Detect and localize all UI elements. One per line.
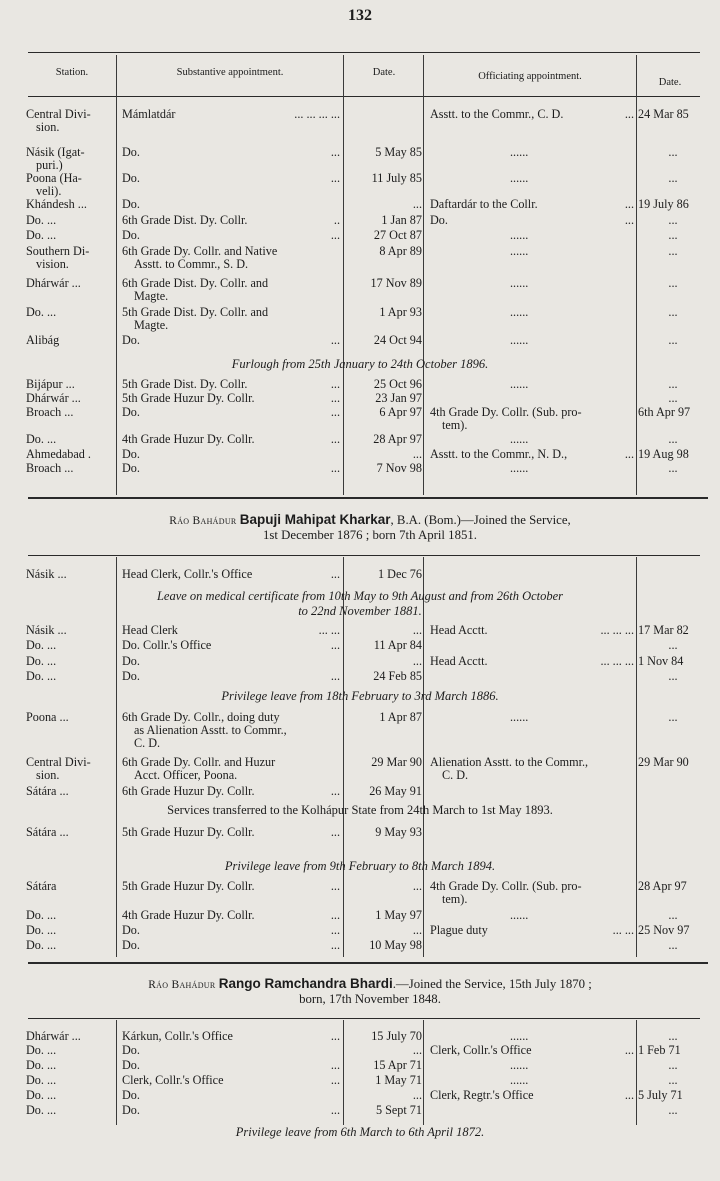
date-cell: 1 Apr 87 [379, 710, 422, 724]
privilege-leave-note-3: Privilege leave from 6th March to 6th April 1872. [235, 1125, 485, 1139]
station-cell: Central Divi- [26, 755, 91, 769]
date-cell: 1 Dec 76 [378, 567, 422, 581]
station-cell: Do. ... [26, 908, 57, 922]
date-cell: 5 May 85 [375, 145, 422, 159]
date-cell: ... [412, 879, 422, 893]
date-cell-2: ... [668, 938, 678, 952]
date-cell: 24 Feb 85 [373, 669, 422, 683]
substantive-cell: 5th Grade Dist. Dy. Collr. and [122, 305, 269, 319]
officiating-cell: 4th Grade Dy. Collr. (Sub. pro- [430, 879, 582, 893]
medical-leave-note-a: Leave on medical certificate from 10th May to 9th August and from 26th October [156, 589, 564, 603]
date-cell-2: ... [668, 145, 678, 159]
date-cell-2: ... [668, 1058, 678, 1072]
date-cell-2: 28 Apr 97 [638, 879, 687, 893]
officiating-cell: ...... [510, 710, 529, 724]
column-rule [343, 55, 344, 495]
station-cell: Sátára [26, 879, 57, 893]
leader-dots: ... [330, 1058, 340, 1072]
header-date-1: Date. [372, 67, 396, 78]
date-cell-2: ... [668, 305, 678, 319]
substantive-cell: Do. [122, 171, 140, 185]
substantive-cell: 5th Grade Huzur Dy. Collr. [122, 879, 255, 893]
substantive-cell: Do. [122, 654, 140, 668]
date-cell-2: 29 Mar 90 [638, 755, 689, 769]
date-cell-2: 1 Nov 84 [638, 654, 684, 668]
station-cell: Poona (Ha- [26, 171, 82, 185]
date-cell: 11 July 85 [371, 171, 422, 185]
date-cell-2: 6th Apr 97 [638, 405, 691, 419]
officiating-cell: Head Acctt. [430, 654, 488, 668]
officiating-cell: ...... [510, 1029, 529, 1043]
header-bottom-rule [28, 96, 700, 97]
date-cell-2: ... [668, 1029, 678, 1043]
column-rule [423, 1020, 424, 1125]
date-cell: 26 May 91 [369, 784, 422, 798]
station-cell: Broach ... [26, 461, 74, 475]
privilege-leave-note: Privilege leave from 18th February to 3rd March 1886. [221, 689, 499, 703]
leader-dots: ... [330, 333, 340, 347]
date-cell: ... [412, 447, 422, 461]
person-3-dates: born, 17th November 1848. [299, 992, 441, 1007]
substantive-cell: Do. [122, 145, 140, 159]
date-cell-2: 19 Aug 98 [638, 447, 689, 461]
substantive-cell: 6th Grade Huzur Dy. Collr. [122, 784, 255, 798]
leader-dots: ... ... ... [600, 654, 634, 668]
substantive-cell: Clerk, Collr.'s Office [122, 1073, 224, 1087]
officiating-cell: ...... [510, 461, 529, 475]
date-cell: 1 Apr 93 [379, 305, 422, 319]
person-3-title: Ráo Bahádur [148, 979, 216, 991]
leader-dots: ... [330, 377, 340, 391]
person-2-title: Ráo Bahádur [169, 515, 237, 527]
substantive-cell: Do. [122, 1043, 140, 1057]
station-cell: Do. ... [26, 305, 57, 319]
leader-dots: ... [330, 145, 340, 159]
date-cell-2: ... [668, 1073, 678, 1087]
substantive-cell-cont: Acct. Officer, Poona. [134, 768, 238, 782]
substantive-cell-cont: Asstt. to Commr., S. D. [134, 257, 249, 271]
leader-dots: ... [624, 1043, 634, 1057]
leader-dots: ... ... ... [600, 623, 634, 637]
date-cell-2: 17 Mar 82 [638, 623, 689, 637]
station-cell: Southern Di- [26, 244, 90, 258]
substantive-cell: Do. [122, 669, 140, 683]
header-officiating: Officiating appointment. [478, 71, 582, 82]
station-cell: Sátára ... [26, 825, 69, 839]
station-cell: Násik (Igat- [26, 145, 85, 159]
officiating-cell: Clerk, Collr.'s Office [430, 1043, 532, 1057]
officiating-cell: Plague duty [430, 923, 488, 937]
station-cell: Do. ... [26, 669, 57, 683]
station-cell: Do. ... [26, 1058, 57, 1072]
leader-dots: ... [330, 461, 340, 475]
substantive-cell: Do. [122, 461, 140, 475]
date-cell: 6 Apr 97 [379, 405, 422, 419]
privilege-leave-note-2: Privilege leave from 9th February to 8th March 1894. [224, 859, 496, 873]
substantive-cell: 6th Grade Dy. Collr., doing duty [122, 710, 280, 724]
substantive-cell-cont: Magte. [134, 318, 169, 332]
officiating-cell: ...... [510, 377, 529, 391]
substantive-cell: 4th Grade Huzur Dy. Collr. [122, 908, 255, 922]
leader-dots: ... [330, 669, 340, 683]
leader-dots: ... [330, 391, 340, 405]
leader-dots: ... [330, 638, 340, 652]
leader-dots: ... ... [612, 923, 634, 937]
leader-dots: ... [330, 405, 340, 419]
officiating-cell: Daftardár to the Collr. [430, 197, 538, 211]
date-cell-2: ... [668, 228, 678, 242]
header-substantive: Substantive appointment. [176, 67, 284, 78]
date-cell: 23 Jan 97 [375, 391, 422, 405]
date-cell: ... [412, 197, 422, 211]
date-cell-2: 19 July 86 [638, 197, 689, 211]
station-cell: Broach ... [26, 405, 74, 419]
station-cell-cont: puri.) [36, 158, 63, 172]
station-cell-cont: veli). [36, 184, 62, 198]
station-cell-cont: vision. [36, 257, 69, 271]
date-cell-2: ... [668, 377, 678, 391]
substantive-cell: Mámlatdár [122, 107, 176, 121]
substantive-cell-cont: as Alienation Asstt. to Commr., [134, 723, 287, 737]
station-cell-cont: sion. [36, 768, 60, 782]
date-cell-2: ... [668, 638, 678, 652]
officiating-cell: ...... [510, 244, 529, 258]
date-cell-2: 24 Mar 85 [638, 107, 689, 121]
officiating-cell: Clerk, Regtr.'s Office [430, 1088, 534, 1102]
station-cell: Central Divi- [26, 107, 91, 121]
officiating-cell: ...... [510, 276, 529, 290]
date-cell: 28 Apr 97 [373, 432, 422, 446]
date-cell-2: 1 Feb 71 [638, 1043, 681, 1057]
header-station: Station. [55, 67, 89, 78]
column-rule [636, 55, 637, 495]
date-cell-2: 5 July 71 [638, 1088, 683, 1102]
station-cell: Dhárwár ... [26, 1029, 81, 1043]
medical-leave-note-b: to 22nd November 1881. [298, 604, 422, 618]
officiating-cell: ...... [510, 228, 529, 242]
officiating-cell-cont: C. D. [442, 768, 469, 782]
officiating-cell-cont: tem). [442, 892, 468, 906]
station-cell: Násik ... [26, 623, 67, 637]
date-cell-2: ... [668, 1103, 678, 1117]
date-cell: 29 Mar 90 [371, 755, 422, 769]
date-cell: 25 Oct 96 [373, 377, 422, 391]
date-cell-2: ... [668, 908, 678, 922]
substantive-cell: Do. [122, 197, 140, 211]
station-cell: Sátára ... [26, 784, 69, 798]
station-cell: Do. ... [26, 1043, 57, 1057]
person-3-name: Rango Ramchandra Bhardi [218, 976, 393, 991]
station-cell: Do. ... [26, 432, 57, 446]
substantive-cell: 6th Grade Dy. Collr. and Huzur [122, 755, 276, 769]
officiating-cell: Asstt. to the Commr., N. D., [430, 447, 568, 461]
date-cell-2: ... [668, 333, 678, 347]
date-cell: 17 Nov 89 [370, 276, 422, 290]
person-3-details: .—Joined the Service, 15th July 1870 ; [392, 977, 592, 991]
station-cell: Do. ... [26, 1088, 57, 1102]
table-2-top-rule [28, 555, 700, 556]
leader-dots: ... [330, 171, 340, 185]
date-cell-2: ... [668, 244, 678, 258]
date-cell-2: ... [668, 276, 678, 290]
leader-dots: ... [624, 197, 634, 211]
column-rule [116, 1020, 117, 1125]
date-cell: 15 Apr 71 [373, 1058, 422, 1072]
substantive-cell: Do. [122, 938, 140, 952]
person-2-dates: 1st December 1876 ; born 7th April 1851. [263, 528, 477, 543]
date-cell: 24 Oct 94 [373, 333, 422, 347]
leader-dots: ... [330, 784, 340, 798]
leader-dots: ... [330, 567, 340, 581]
substantive-cell: Kárkun, Collr.'s Office [122, 1029, 233, 1043]
leader-dots: ... [330, 228, 340, 242]
date-cell: 15 July 70 [371, 1029, 422, 1043]
date-cell-2: 25 Nov 97 [638, 923, 690, 937]
officiating-cell: ...... [510, 171, 529, 185]
station-cell: Do. ... [26, 1103, 57, 1117]
date-cell-2: ... [668, 432, 678, 446]
officiating-cell: Do. [430, 213, 448, 227]
substantive-cell: 6th Grade Dist. Dy. Collr. and [122, 276, 269, 290]
section-separator [28, 497, 708, 499]
substantive-cell: 6th Grade Dist. Dy. Collr. [122, 213, 248, 227]
station-cell: Do. ... [26, 213, 57, 227]
leader-dots: ... ... ... ... [294, 107, 340, 121]
leader-dots: ... [330, 825, 340, 839]
station-cell: Poona ... [26, 710, 69, 724]
date-cell: 8 Apr 89 [379, 244, 422, 258]
date-cell: ... [412, 1043, 422, 1057]
station-cell: Do. ... [26, 923, 57, 937]
station-cell: Dhárwár ... [26, 391, 81, 405]
leader-dots: ... [330, 432, 340, 446]
officiating-cell: Alienation Asstt. to the Commr., [430, 755, 589, 769]
leader-dots: ... [624, 1088, 634, 1102]
substantive-cell: Head Clerk [122, 623, 178, 637]
date-cell: 7 Nov 98 [376, 461, 422, 475]
station-cell: Alibág [26, 333, 60, 347]
substantive-cell: Do. Collr.'s Office [122, 638, 212, 652]
substantive-cell: Do. [122, 923, 140, 937]
date-cell-2: ... [668, 461, 678, 475]
substantive-cell: 4th Grade Huzur Dy. Collr. [122, 432, 255, 446]
transfer-note: Services transferred to the Kolhápur State from 24th March to 1st May 1893. [167, 803, 553, 817]
station-cell: Ahmedabad . [26, 447, 91, 461]
substantive-cell: 5th Grade Huzur Dy. Collr. [122, 825, 255, 839]
leader-dots: ... [624, 213, 634, 227]
substantive-cell: Do. [122, 447, 140, 461]
officiating-cell: Asstt. to the Commr., C. D. [430, 107, 564, 121]
date-cell: ... [412, 623, 422, 637]
person-2-heading [60, 512, 680, 543]
station-cell: Do. ... [26, 1073, 57, 1087]
leader-dots: ... [330, 908, 340, 922]
date-cell: 1 May 71 [375, 1073, 422, 1087]
date-cell-2: ... [668, 171, 678, 185]
date-cell-2: ... [668, 391, 678, 405]
header-top-rule [28, 52, 700, 53]
substantive-cell: Do. [122, 1058, 140, 1072]
leader-dots: ... [624, 107, 634, 121]
leader-dots: ... [330, 1029, 340, 1043]
substantive-cell: 5th Grade Dist. Dy. Collr. [122, 377, 248, 391]
header-date-2: Date. [658, 77, 682, 88]
officiating-cell: ...... [510, 333, 529, 347]
substantive-cell: 6th Grade Dy. Collr. and Native [122, 244, 278, 258]
substantive-cell: Head Clerk, Collr.'s Office [122, 567, 253, 581]
substantive-cell: 5th Grade Huzur Dy. Collr. [122, 391, 255, 405]
leader-dots: ... [330, 938, 340, 952]
date-cell: ... [412, 1088, 422, 1102]
leader-dots: ... [624, 447, 634, 461]
date-cell: 11 Apr 84 [373, 638, 422, 652]
date-cell: 27 Oct 87 [373, 228, 422, 242]
substantive-cell: Do. [122, 228, 140, 242]
section-separator [28, 962, 708, 964]
station-cell: Do. ... [26, 638, 57, 652]
officiating-cell: ...... [510, 305, 529, 319]
date-cell: 1 Jan 87 [381, 213, 422, 227]
officiating-cell: 4th Grade Dy. Collr. (Sub. pro- [430, 405, 582, 419]
leader-dots: ... [330, 923, 340, 937]
station-cell: Do. ... [26, 228, 57, 242]
date-cell-2: ... [668, 710, 678, 724]
station-cell: Dhárwár ... [26, 276, 81, 290]
officiating-cell: Head Acctt. [430, 623, 488, 637]
officiating-cell: ...... [510, 145, 529, 159]
person-2-details: , B.A. (Bom.)—Joined the Service, [390, 513, 571, 527]
leader-dots: .. [333, 213, 340, 227]
table-3-top-rule [28, 1018, 700, 1019]
date-cell: 5 Sept 71 [375, 1103, 422, 1117]
leader-dots: ... [330, 1073, 340, 1087]
column-rule [116, 55, 117, 495]
column-rule [423, 55, 424, 495]
date-cell: ... [412, 923, 422, 937]
substantive-cell: Do. [122, 405, 140, 419]
officiating-cell-cont: tem). [442, 418, 468, 432]
substantive-cell-cont: C. D. [134, 736, 161, 750]
page-number: 132 [348, 7, 372, 24]
station-cell-cont: sion. [36, 120, 60, 134]
date-cell: 10 May 98 [369, 938, 422, 952]
leader-dots: ... ... [318, 623, 340, 637]
substantive-cell: Do. [122, 1088, 140, 1102]
station-cell: Bijápur ... [26, 377, 75, 391]
officiating-cell: ...... [510, 1058, 529, 1072]
date-cell-2: ... [668, 213, 678, 227]
date-cell: 9 May 93 [375, 825, 422, 839]
furlough-note: Furlough from 25th January to 24th October 1896. [231, 357, 489, 371]
station-cell: Násik ... [26, 567, 67, 581]
substantive-cell: Do. [122, 1103, 140, 1117]
leader-dots: ... [330, 1103, 340, 1117]
date-cell: ... [412, 654, 422, 668]
person-3-heading [60, 976, 680, 1007]
substantive-cell: Do. [122, 333, 140, 347]
station-cell: Khándesh ... [26, 197, 87, 211]
officiating-cell: ...... [510, 432, 529, 446]
station-cell: Do. ... [26, 654, 57, 668]
leader-dots: ... [330, 879, 340, 893]
person-2-name: Bapuji Mahipat Kharkar [239, 512, 391, 527]
substantive-cell-cont: Magte. [134, 289, 169, 303]
officiating-cell: ...... [510, 908, 529, 922]
date-cell-2: ... [668, 669, 678, 683]
station-cell: Do. ... [26, 938, 57, 952]
date-cell: 1 May 97 [375, 908, 422, 922]
column-rule [636, 1020, 637, 1125]
officiating-cell: ...... [510, 1073, 529, 1087]
column-rule [343, 1020, 344, 1125]
